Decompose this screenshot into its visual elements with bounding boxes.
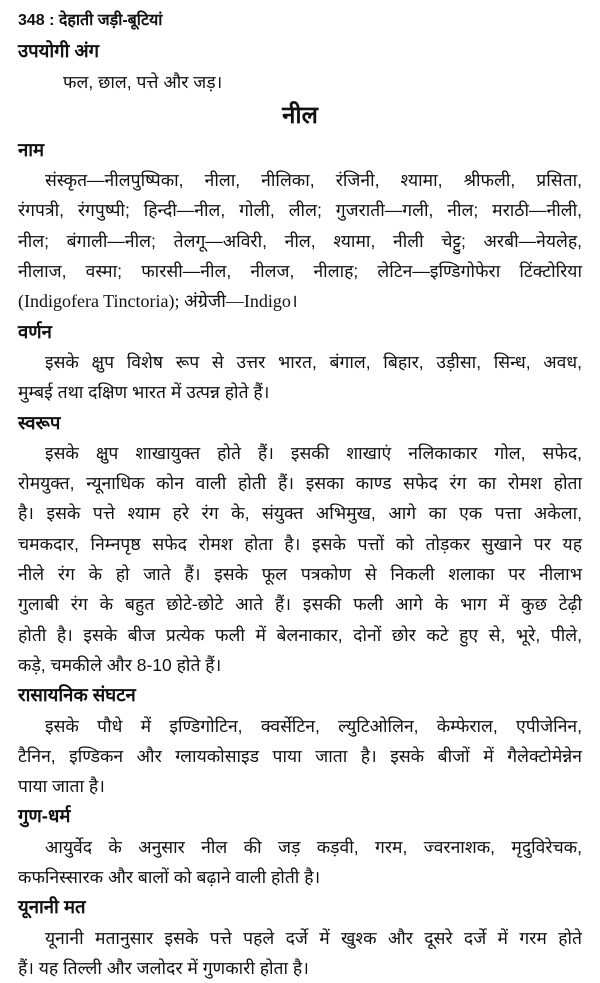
heading-swaroop: स्वरूप (18, 411, 61, 433)
paragraph-line: होती है। इसके बीज प्रत्येक फली में बेलनाकार, दोनों छोर कटे हुए से, भूरे, पीले, (18, 624, 582, 645)
paragraph-line: इसके क्षुप शाखायुक्त होते हैं। इसकी शाखाएं नलिकाकार गोल, सफेद, (45, 442, 582, 463)
page-title: नील (282, 101, 318, 129)
heading-naam: नाम (18, 138, 45, 160)
paragraph-line: आयुर्वेद के अनुसार नील की जड़ कड़वी, गरम, ज्वरनाशक, मृदुविरेचक, (45, 836, 582, 857)
heading-unani: यूनानी मत (18, 896, 86, 918)
paragraph-line: पाया जाता है। (18, 776, 105, 797)
book-page (18, 6, 582, 983)
paragraph-line: है। इसके पत्ते श्याम हरे रंग के, संयुक्त अभिमुख, आगे का एक पत्ता अकेला, (18, 503, 582, 524)
running-head: 348 : देहाती जड़ी-बूटियां (18, 12, 163, 29)
paragraph-line: कड़े, चमकीले और 8-10 होते हैं। (18, 654, 222, 675)
paragraph-line: रंगपत्री, रंगपुष्पी; हिन्दी—नील, गोली, लील; गुजराती—गली, नील; मराठी—नीली, (18, 200, 583, 221)
heading-rasayanik: रासायनिक संघटन (18, 684, 136, 706)
paragraph-line: फल, छाल, पत्ते और जड़। (63, 71, 223, 92)
paragraph-line: टैनिन, इण्डिकन और ग्लायकोसाइड पाया जाता है। इसके बीजों में गैलेक्टोमेन्नेन (18, 745, 582, 766)
heading-useful-parts: उपयोगी अंग (18, 40, 100, 62)
paragraph-line: इसके पौधे में इण्डिगोटिन, क्वर्सेटिन, ल्युटिओलिन, केम्फेराल, एपीजेनिन, (45, 715, 582, 736)
paragraph-line: रोमयुक्त, न्यूनाधिक कोन वाली होती हैं। इसका काण्ड सफेद रंग का रोमश होता (18, 473, 582, 494)
paragraph-line: नीलाज, वस्मा; फारसी—नील, नीलज, नीलाह; लेटिन—इण्डिगोफेरा टिंक्टोरिया (18, 261, 582, 282)
paragraph-line: कफनिस्सारक और बालों को बढ़ाने वाली होती है। (18, 867, 321, 888)
paragraph-line: इसके क्षुप विशेष रूप से उत्तर भारत, बंगाल, बिहार, उड़ीसा, सिन्ध, अवध, (45, 351, 582, 372)
heading-varnan: वर्णन (18, 320, 52, 342)
heading-gundharm: गुण-धर्म (18, 805, 71, 827)
paragraph-line: मुम्बई तथा दक्षिण भारत में उत्पन्न होते हैं। (18, 382, 270, 403)
paragraph-line: संस्कृत—नीलपुष्पिका, नीला, नीलिका, रंजिनी, श्यामा, श्रीफली, प्रसिता, (45, 170, 582, 191)
paragraph-line: हैं। यह तिल्ली और जलोदर में गुणकारी होता है। (18, 957, 309, 978)
paragraph-line: नीले रंग के हो जाते हैं। इसके फूल पत्रकोण से निकली शलाका पर नीलाभ (18, 564, 582, 585)
paragraph-line: (Indigofera Tinctoria); अंग्रेजी—Indigo। (18, 291, 298, 312)
paragraph-line: यूनानी मतानुसार इसके पत्ते पहले दर्जे में खुश्क और दूसरे दर्जे में गरम होते (45, 927, 582, 948)
paragraph-line: नील; बंगाली—नील; तेलगू—अविरी, नील, श्यामा, नीली चेट्टु; अरबी—नेयलेह, (18, 230, 582, 251)
paragraph-line: गुलाबी रंग के बहुत छोटे-छोटे आते हैं। इसकी फली आगे के भाग में कुछ टेढ़ी (18, 594, 582, 615)
paragraph-line: चमकदार, निम्नपृष्ठ सफेद रोमश होता है। इसके पत्तों को तोड़कर सुखाने पर यह (18, 533, 582, 554)
